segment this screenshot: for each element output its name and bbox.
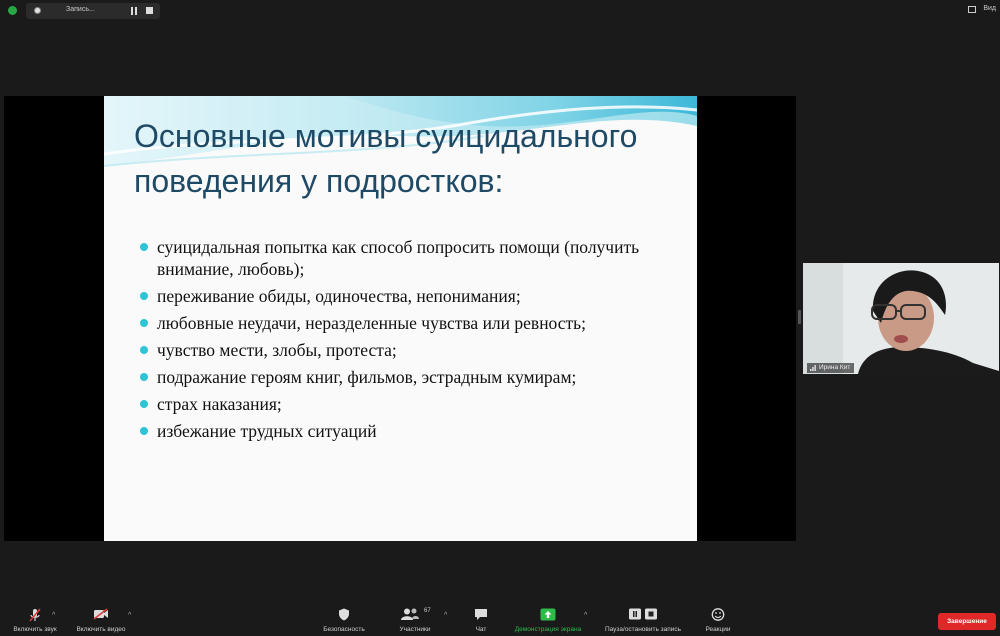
end-meeting-button[interactable]: Завершение — [938, 613, 996, 630]
list-item — [140, 312, 690, 334]
bullet-dot-icon — [140, 292, 148, 300]
bullet-text: страх наказания; — [157, 394, 282, 414]
chat-bubble-icon — [474, 608, 488, 621]
recording-label: Запись... — [66, 6, 95, 13]
share-screen-icon — [540, 608, 556, 621]
muted-microphone-icon — [28, 608, 42, 622]
bullet-text: любовные неудачи, неразделенные чувства или ревность; — [157, 313, 586, 333]
participants-icon — [401, 608, 419, 620]
bullet-text: подражание героям книг, фильмов, эстрадным кумирам; — [157, 367, 577, 387]
bullet-dot-icon — [140, 319, 148, 327]
list-item — [140, 339, 690, 361]
reactions-button[interactable] — [700, 600, 736, 636]
start-video-button[interactable] — [70, 600, 132, 636]
video-off-icon — [93, 608, 109, 620]
list-item — [140, 366, 690, 388]
list-item — [140, 285, 690, 307]
list-item — [140, 236, 690, 280]
participant-video-tile[interactable] — [803, 263, 999, 374]
video-options-chevron-up-icon[interactable]: ^ — [128, 612, 132, 619]
security-label: Безопасность — [323, 626, 365, 633]
pause-stop-recording-label: Пауза/остановить запись — [604, 626, 682, 633]
chat-button[interactable] — [464, 600, 498, 636]
presentation-slide — [104, 96, 697, 541]
participants-label: Участники — [399, 626, 431, 633]
chat-label: Чат — [475, 626, 487, 633]
shield-icon — [338, 608, 350, 621]
bullet-dot-icon — [140, 373, 148, 381]
security-shield-icon[interactable] — [8, 6, 17, 15]
share-screen-button[interactable] — [508, 600, 588, 636]
participants-button[interactable] — [392, 600, 438, 636]
meeting-toolbar — [0, 600, 1000, 636]
audio-options-chevron-up-icon[interactable]: ^ — [52, 612, 56, 619]
recording-indicator — [26, 3, 160, 19]
pause-recording-icon[interactable] — [130, 7, 138, 15]
security-button[interactable] — [318, 600, 370, 636]
unmute-button[interactable] — [6, 600, 64, 636]
participant-name-label — [807, 363, 854, 373]
view-button[interactable]: Вид — [983, 5, 996, 12]
bullet-text: суицидальная попытка как способ попросить помощи (получить внимание, любовь); — [157, 237, 640, 279]
participant-name: Ирина Кит — [819, 364, 851, 371]
pause-stop-recording-icon — [628, 608, 658, 620]
bullet-dot-icon — [140, 400, 148, 408]
unmute-label: Включить звук — [13, 626, 57, 633]
start-video-label: Включить видео — [76, 626, 126, 633]
participants-count: 67 — [424, 608, 431, 614]
slide-bullet-list — [140, 236, 690, 447]
bullet-text: чувство мести, злобы, протеста; — [157, 340, 397, 360]
bullet-text: переживание обиды, одиночества, непонимания; — [157, 286, 521, 306]
slide-title: Основные мотивы суицидального поведения у подростков: — [134, 118, 638, 199]
panel-resize-handle[interactable] — [798, 310, 801, 324]
smiley-face-icon — [712, 608, 725, 621]
participants-options-chevron-up-icon[interactable]: ^ — [444, 612, 448, 619]
participant-video-image — [803, 263, 999, 374]
stop-recording-icon[interactable] — [146, 7, 153, 14]
bullet-dot-icon — [140, 243, 148, 251]
list-item — [140, 420, 690, 442]
recording-dot-icon — [34, 7, 41, 14]
signal-strength-icon — [810, 365, 816, 371]
bullet-text: избежание трудных ситуаций — [157, 421, 377, 441]
bullet-dot-icon — [140, 346, 148, 354]
top-bar — [0, 0, 1000, 22]
bullet-dot-icon — [140, 427, 148, 435]
share-options-chevron-up-icon[interactable]: ^ — [584, 612, 588, 619]
view-grid-icon[interactable] — [968, 6, 976, 13]
reactions-label: Реакции — [705, 626, 731, 633]
pause-stop-recording-button[interactable] — [596, 600, 690, 636]
list-item — [140, 393, 690, 415]
share-screen-label: Демонстрация экрана — [514, 626, 582, 633]
